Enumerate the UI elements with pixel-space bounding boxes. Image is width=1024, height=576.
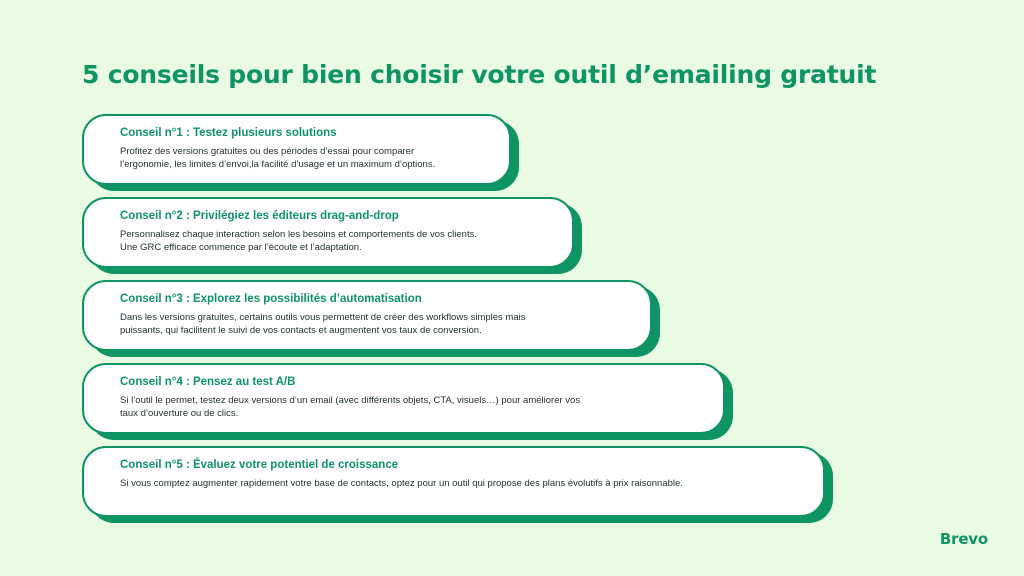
tip-description: Si vous comptez augmenter rapidement votre base de contacts, optez pour un outil qui propose des plans évolutifs à prix raisonnable. bbox=[120, 478, 683, 489]
tip-card-4 bbox=[82, 363, 725, 434]
brevo-logo: Brevo bbox=[939, 530, 988, 548]
tip-description: Profitez des versions gratuites ou des périodes d’essai pour comparer l’ergonomie, les limites d’envoi,la facilité d’usage et un maximum d’options. bbox=[120, 146, 436, 170]
tip-heading: Conseil n°5 : Évaluez votre potentiel de croissance bbox=[120, 459, 399, 471]
tip-heading: Conseil n°4 : Pensez au test A/B bbox=[120, 376, 296, 388]
tip-description: Si l’outil le permet, testez deux versions d’un email (avec différents objets, CTA, visuels…) pour améliorer vos taux d’ouverture ou de clics. bbox=[120, 395, 581, 419]
tip-heading: Conseil n°3 : Explorez les possibilités d’automatisation bbox=[120, 293, 422, 305]
tip-heading: Conseil n°1 : Testez plusieurs solutions bbox=[120, 127, 337, 139]
tip-card-1 bbox=[82, 114, 511, 185]
tip-heading: Conseil n°2 : Privilégiez les éditeurs drag-and-drop bbox=[120, 210, 399, 222]
tip-description: Personnalisez chaque interaction selon les besoins et comportements de vos clients. Une GRC efficace commence par l’écoute et l’adaptation. bbox=[120, 229, 477, 253]
page-title: 5 conseils pour bien choisir votre outil d’emailing gratuit bbox=[82, 60, 877, 89]
tip-description: Dans les versions gratuites, certains outils vous permettent de créer des workflows simples mais puissants, qui facilitent le suivi de vos contacts et augmentent vos taux de conversion. bbox=[120, 312, 526, 336]
tip-card-2 bbox=[82, 197, 574, 268]
tip-card-5 bbox=[82, 446, 825, 517]
tip-card-3 bbox=[82, 280, 652, 351]
